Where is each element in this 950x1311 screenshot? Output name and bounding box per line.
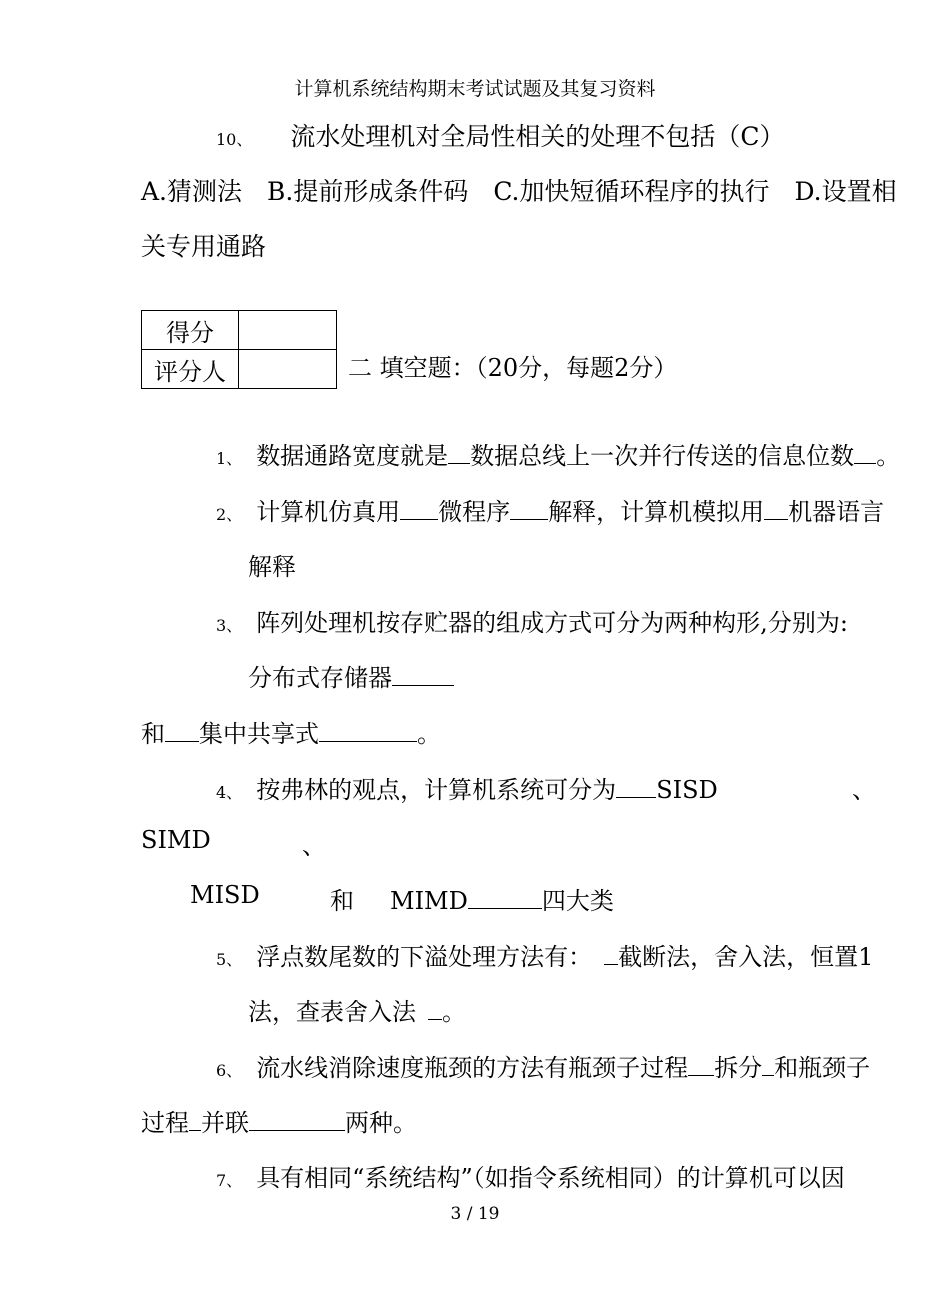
question-text: 数据通路宽度就是 (256, 442, 449, 470)
answer-blank (448, 443, 470, 464)
question-10 (216, 117, 785, 153)
question-number: 6、 (216, 1061, 243, 1080)
question-text: 和瓶颈子 (774, 1054, 871, 1082)
question-number: 4、 (216, 783, 243, 802)
answer-text: SIMD (141, 826, 211, 854)
question-text: 按弗林的观点，计算机系统可分为 (256, 776, 617, 804)
answer-text: 集中共享式 (199, 720, 319, 748)
answer-text: 拆分 (714, 1054, 763, 1082)
question-text: 流水处理机对全局性相关的处理不包括（C） (290, 122, 785, 151)
fill-question-6 (216, 1048, 870, 1083)
answer-text: 分布式存储器 (248, 664, 392, 692)
fill-question-4-end (390, 881, 614, 916)
question-number: 2、 (216, 505, 243, 524)
question-number: 5、 (216, 950, 243, 969)
answer-blank (400, 499, 438, 520)
question-text: 流水线消除速度瓶颈的方法有瓶颈子过程 (256, 1054, 689, 1082)
question-text: 和 (330, 887, 354, 915)
question-text: 阵列处理机按存贮器的组成方式可分为两种构形,分别为: (256, 609, 848, 637)
page-number: 3 / 19 (450, 1204, 500, 1224)
answer-text: 微程序 (438, 498, 511, 526)
punctuation: 。 (876, 442, 901, 470)
question-10-options: A.猜测法 B.提前形成条件码 C.加快短循环程序的执行 D.设置相 (141, 177, 897, 206)
question-number: 1、 (216, 449, 243, 468)
answer-blank (510, 499, 548, 520)
answer-blank (319, 721, 417, 742)
question-text: 过程 (141, 1109, 189, 1137)
section-title: 二 填空题：（20分，每题2分） (348, 354, 678, 382)
score-table (141, 310, 337, 389)
answer-blank (688, 1055, 714, 1076)
question-text: 解释，计算机模拟用 (548, 498, 765, 526)
answer-text: 截断法，舍入法，恒置1 (618, 943, 874, 971)
question-10-options-cont: 关专用通路 (141, 232, 267, 261)
fill-question-5 (216, 937, 873, 972)
score-cell (239, 311, 337, 350)
fill-question-2 (216, 492, 884, 527)
question-text: 两种。 (345, 1109, 417, 1137)
answer-blank (854, 443, 876, 464)
question-number: 10、 (216, 130, 253, 149)
fill-question-2-cont: 解释 (248, 553, 296, 581)
page-header: 计算机系统结构期末考试试题及其复习资料 (294, 78, 656, 100)
answer-blank (616, 777, 656, 798)
fill-question-4 (216, 770, 718, 805)
answer-text: SISD (656, 776, 718, 804)
fill-question-1 (216, 436, 900, 471)
answer-blank (468, 888, 542, 909)
answer-text: MISD (190, 881, 260, 909)
question-text: 具有相同“系统结构”（如指令系统相同）的计算机可以因 (256, 1164, 845, 1192)
answer-text: MIMD (390, 887, 468, 915)
answer-blank (764, 499, 788, 520)
fill-question-6-cont (141, 1103, 417, 1138)
fill-question-5-cont (248, 992, 466, 1027)
answer-blank (165, 721, 199, 742)
punctuation: 。 (442, 998, 466, 1026)
grader-cell (239, 350, 337, 389)
question-text: 浮点数尾数的下溢处理方法有： (256, 943, 593, 971)
separator: 、 (852, 776, 876, 804)
answer-blank (428, 999, 442, 1020)
answer-blank (762, 1055, 774, 1076)
answer-blank (392, 665, 454, 686)
fill-question-3-cont (248, 658, 454, 693)
fill-question-7 (216, 1158, 845, 1193)
question-number: 3、 (216, 616, 243, 635)
answer-blank (604, 944, 618, 965)
punctuation: 。 (417, 720, 441, 748)
answer-text: 并联 (201, 1109, 249, 1137)
question-text: 计算机仿真用 (256, 498, 401, 526)
separator: 、 (302, 832, 326, 860)
fill-question-3 (216, 603, 848, 638)
grader-label: 评分人 (142, 350, 239, 389)
answer-text: 机器语言 (788, 498, 885, 526)
answer-text: 数据总线上一次并行传送的信息位数 (470, 442, 855, 470)
fill-question-3-cont2 (141, 714, 441, 749)
question-number: 7、 (216, 1171, 243, 1190)
question-text: 四大类 (541, 887, 614, 915)
answer-blank (189, 1110, 201, 1131)
answer-text: 法，查表舍入法 (248, 998, 416, 1026)
answer-blank (249, 1110, 345, 1131)
score-label: 得分 (142, 311, 239, 350)
question-text: 和 (141, 720, 165, 748)
